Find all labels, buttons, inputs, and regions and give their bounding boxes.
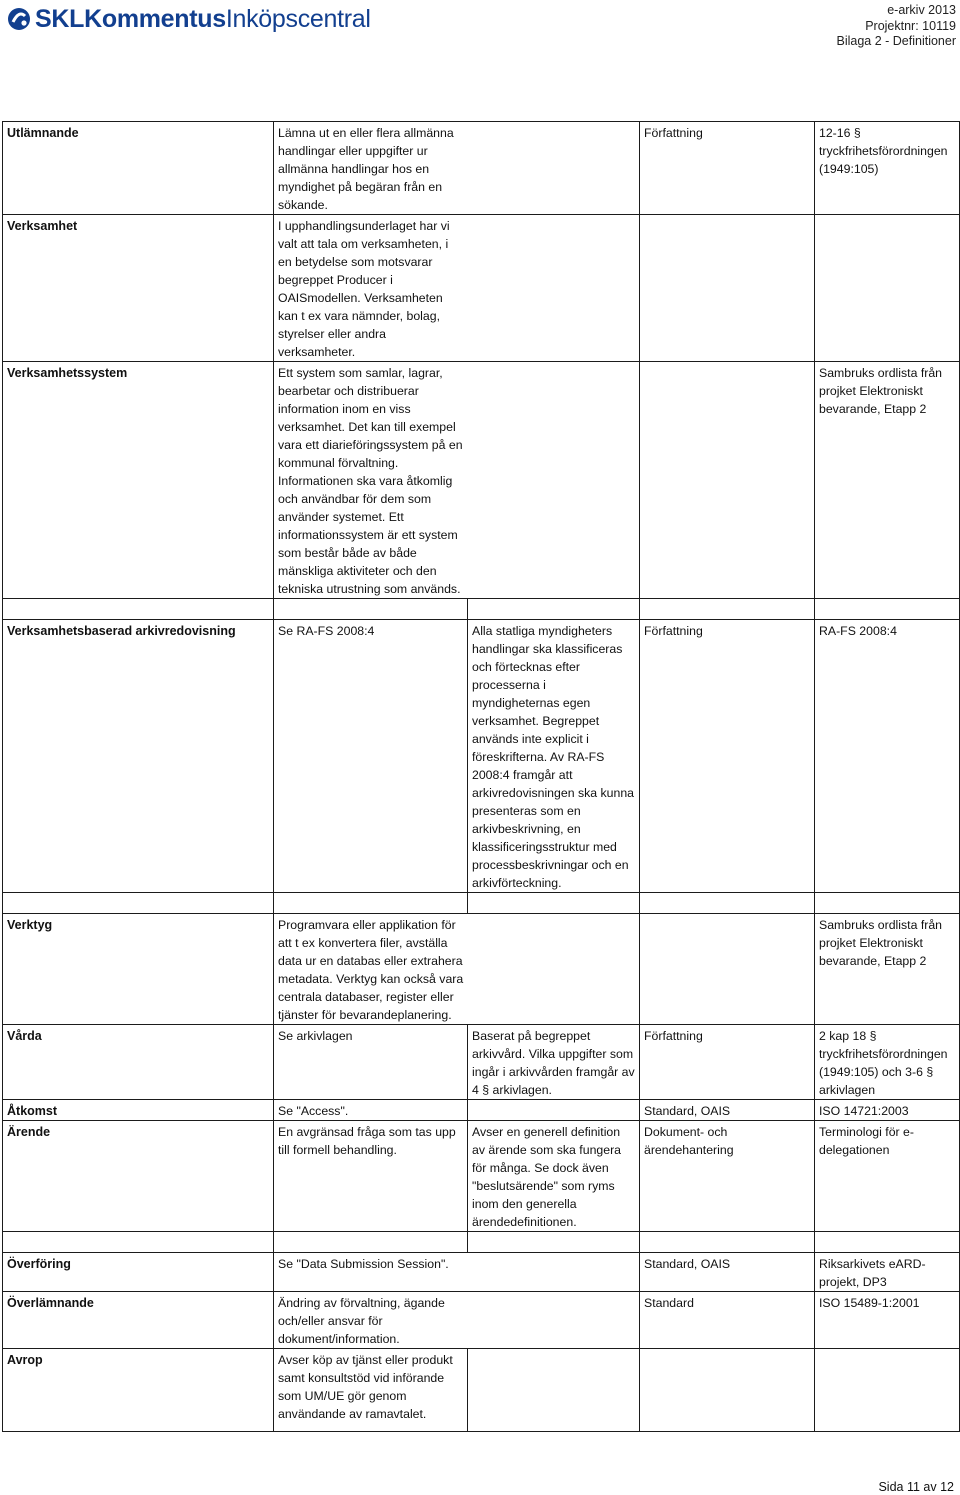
- definition-text: Ändring av förvaltning, ägande och/eller ansvar för dokument/information.: [278, 1296, 445, 1346]
- definition-cell: [274, 215, 640, 362]
- table-row: [3, 1349, 960, 1432]
- comment-cell: [468, 1349, 640, 1432]
- definition-cell: En avgränsad fråga som tas upp till formell behandling.: [274, 1121, 468, 1232]
- reference-cell: Se "Data Submission Session".: [274, 1253, 640, 1292]
- document-header: [836, 3, 956, 50]
- type-cell: [640, 362, 815, 599]
- header-project: e-arkiv 2013: [887, 3, 956, 17]
- term-cell: Avrop: [3, 1349, 274, 1432]
- term-cell: Åtkomst: [3, 1100, 274, 1121]
- type-cell: [640, 215, 815, 362]
- spacer-row: [3, 893, 960, 914]
- type-cell: [640, 1349, 815, 1432]
- source-cell: Terminologi för e-delegationen: [815, 1121, 960, 1232]
- definition-cell: Avser köp av tjänst eller produkt samt konsultstöd vid införande som UM/UE gör genom användande av ramavtalet.: [274, 1349, 468, 1432]
- header-appendix: Bilaga 2 - Definitioner: [836, 34, 956, 48]
- spacer-row: [3, 599, 960, 620]
- table-row: [3, 1253, 960, 1292]
- definition-cell: [274, 914, 640, 1025]
- type-cell: Standard, OAIS: [640, 1253, 815, 1292]
- reference-cell: Se "Access".: [274, 1100, 468, 1121]
- definition-text: I upphandlingsunderlaget har vi valt att tala om verksamheten, i en betydelse som motsvarar begreppet Producer i OAISmodellen. Verksamheten kan t ex vara nämnder, bolag, styrelser eller andra verksamheter.: [278, 219, 450, 359]
- term-cell: Ärende: [3, 1121, 274, 1232]
- logo-text-inkop: Inköpscentral: [225, 4, 371, 33]
- source-cell: Riksarkivets eARD-projekt, DP3: [815, 1253, 960, 1292]
- source-cell: [815, 215, 960, 362]
- term-cell: Verksamhetsbaserad arkivredovisning: [3, 620, 274, 893]
- term-cell: Överlämnande: [3, 1292, 274, 1349]
- source-cell: RA-FS 2008:4: [815, 620, 960, 893]
- definition-text: Programvara eller applikation för att t ex konvertera filer, avställa data ur en databas eller extrahera metadata. Verktyg kan också vara centrala databaser, register eller tjänster för bevarandeplanering.: [278, 918, 464, 1022]
- source-cell: ISO 15489-1:2001: [815, 1292, 960, 1349]
- table-row: [3, 362, 960, 599]
- table-row: [3, 620, 960, 893]
- page-number: Sida 11 av 12: [878, 1480, 954, 1494]
- comment-cell: [468, 1100, 640, 1121]
- comment-cell: Baserat på begreppet arkivvård. Vilka uppgifter som ingår i arkivvården framgår av 4 § arkivlagen.: [468, 1025, 640, 1100]
- term-cell: Verksamhet: [3, 215, 274, 362]
- definition-text: Lämna ut en eller flera allmänna handlingar eller uppgifter ur allmänna handlingar hos en myndighet på begäran från en sökande.: [278, 126, 454, 212]
- definition-cell: [274, 122, 640, 215]
- comment-cell: Avser en generell definition av ärende som ska fungera för många. Se dock även "beslutsärende" som ryms inom den generella ärendedefinitionen.: [468, 1121, 640, 1232]
- logo: [6, 2, 371, 36]
- term-cell: Verktyg: [3, 914, 274, 1025]
- definition-cell: [274, 1292, 640, 1349]
- table-row: [3, 1292, 960, 1349]
- term-cell: Verksamhetssystem: [3, 362, 274, 599]
- reference-cell: Se RA-FS 2008:4: [274, 620, 468, 893]
- table-row: [3, 1100, 960, 1121]
- skl-logo-icon: [6, 6, 32, 32]
- term-cell: Överföring: [3, 1253, 274, 1292]
- reference-cell: Se arkivlagen: [274, 1025, 468, 1100]
- type-cell: Standard: [640, 1292, 815, 1349]
- source-cell: 12-16 § tryckfrihetsförordningen (1949:105): [815, 122, 960, 215]
- type-cell: Författning: [640, 1025, 815, 1100]
- type-cell: Författning: [640, 620, 815, 893]
- comment-cell: Alla statliga myndigheters handlingar ska klassificeras och förtecknas efter processerna i myndigheternas egen verksamhet. Begreppet används inte explicit i föreskrifterna. Av RA-FS 2008:4 framgår att arkivredovisningen ska kunna presenteras som en arkivbeskrivning, en klassificeringsstruktur med processbeskrivningar och en arkivförteckning.: [468, 620, 640, 893]
- table-row: [3, 914, 960, 1025]
- source-cell: Sambruks ordlista från projket Elektroniskt bevarande, Etapp 2: [815, 362, 960, 599]
- source-cell: 2 kap 18 § tryckfrihetsförordningen (1949:105) och 3-6 § arkivlagen: [815, 1025, 960, 1100]
- spacer-row: [3, 1232, 960, 1253]
- definition-text: Ett system som samlar, lagrar, bearbetar och distribuerar information inom en viss verksamhet. Det kan till exempel vara ett diarieföringssystem på en kommunal förvaltning. Informationen ska vara åtkomlig och användbar för dem som använder systemet. Ett informationssystem är ett system som består både av både mänskliga aktiviteter och den tekniska utrustning som används.: [278, 366, 463, 596]
- type-cell: Standard, OAIS: [640, 1100, 815, 1121]
- logo-text-skl: SKLKommentus: [35, 4, 226, 33]
- table-row: [3, 1025, 960, 1100]
- table-row: [3, 1121, 960, 1232]
- term-cell: Vårda: [3, 1025, 274, 1100]
- term-cell: Utlämnande: [3, 122, 274, 215]
- table-row: [3, 215, 960, 362]
- type-cell: Författning: [640, 122, 815, 215]
- definitions-table: [2, 121, 960, 1432]
- source-cell: [815, 1349, 960, 1432]
- table-row: [3, 122, 960, 215]
- type-cell: [640, 914, 815, 1025]
- header-project-number: Projektnr: 10119: [865, 18, 956, 33]
- definition-cell: [274, 362, 640, 599]
- source-cell: ISO 14721:2003: [815, 1100, 960, 1121]
- source-cell: Sambruks ordlista från projket Elektroniskt bevarande, Etapp 2: [815, 914, 960, 1025]
- type-cell: Dokument- och ärendehantering: [640, 1121, 815, 1232]
